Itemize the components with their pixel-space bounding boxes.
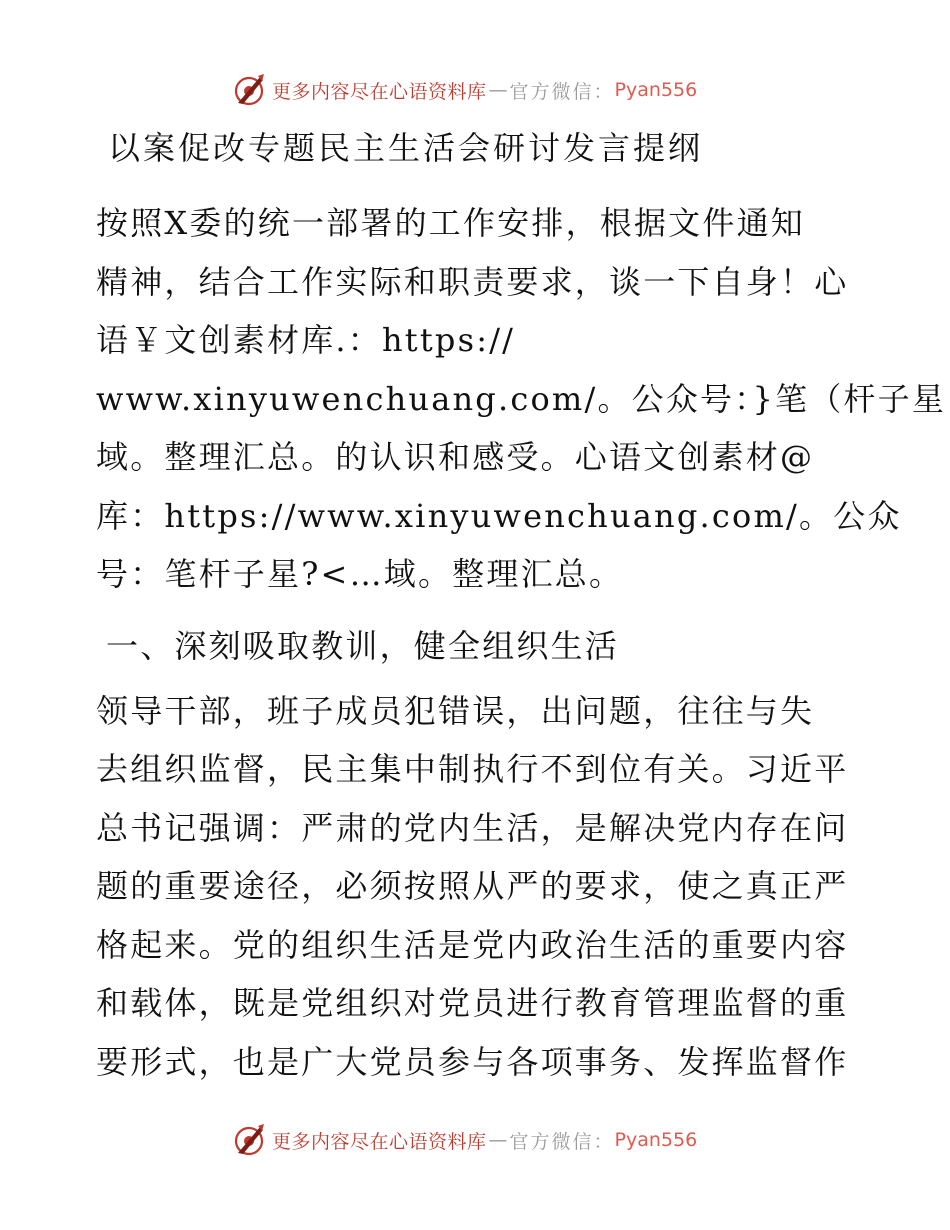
paragraph-line: 语￥文创素材库.：https://: [96, 321, 516, 359]
paragraph-line: 号：笔杆子星?<…域。整理汇总。: [96, 555, 624, 593]
paragraph-line: 要形式，也是广大党员参与各项事务、发挥监督作: [96, 1042, 849, 1081]
intro-paragraph: [96, 194, 947, 604]
watermark-wechat-label: 官方微信：: [509, 80, 615, 103]
document-body: [96, 124, 947, 1091]
paragraph-line: 去组织监督，民主集中制执行不到位有关。习近平: [96, 750, 849, 788]
watermark-wechat-id: Pyan556: [614, 1129, 698, 1151]
paragraph-line: 格起来。党的组织生活是党内政治生活的重要内容: [96, 925, 849, 964]
paragraph-line: 题的重要途径，必须按照从严的要求，使之真正严: [96, 867, 849, 905]
watermark-slogan: 更多内容尽在心语资料库: [272, 1130, 487, 1153]
section-heading: 一、深刻吸取教训，健全组织生活: [106, 626, 620, 665]
watermark-separator: —: [488, 1129, 508, 1151]
watermark-separator: —: [488, 79, 508, 101]
paragraph-line: 和载体，既是党组织对党员进行教育管理监督的重: [96, 984, 849, 1022]
paragraph-line: 库：https://www.xinyuwenchuang.com/。公众: [96, 496, 902, 535]
quill-pen-logo-icon: [232, 1123, 266, 1157]
quill-pen-logo-icon: [232, 73, 266, 107]
paragraph-line: 按照X委的统一部署的工作安排，根据文件通知: [96, 204, 805, 242]
paragraph-line: 精神，结合工作实际和职责要求，谈一下自身！心: [96, 262, 849, 301]
section-paragraph: [96, 682, 856, 1092]
watermark-wechat-id: Pyan556: [614, 79, 698, 101]
paragraph-line: 领导干部，班子成员犯错误，出问题，往往与失: [96, 691, 815, 730]
paragraph-line: www.xinyuwenchuang.com/。公众号：}笔（杆子星: [96, 379, 947, 418]
header-watermark: [232, 72, 712, 108]
watermark-wechat-label: 官方微信：: [509, 1130, 615, 1153]
paragraph-line: 总书记强调：严肃的党内生活，是解决党内存在问: [96, 808, 849, 847]
watermark-slogan: 更多内容尽在心语资料库: [272, 80, 487, 103]
document-title: 以案促改专题民主生活会研讨发言提纲: [108, 129, 704, 167]
footer-watermark: [232, 1122, 712, 1158]
paragraph-line: 域。整理汇总。的认识和感受。心语文创素材@: [96, 438, 815, 476]
